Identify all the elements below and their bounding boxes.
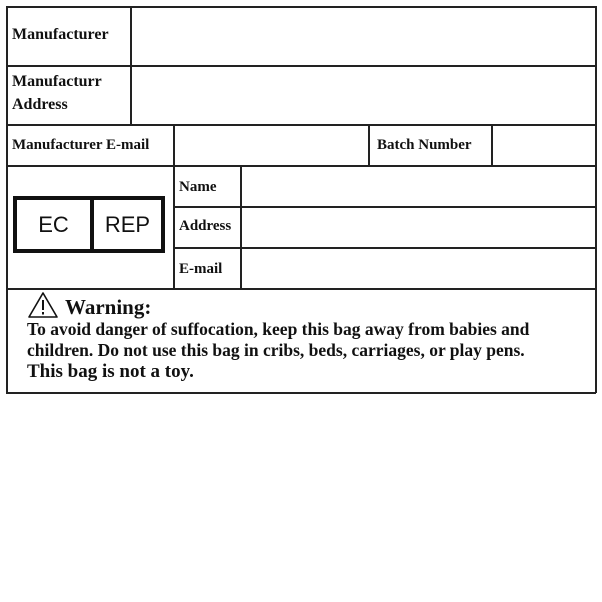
ec-rep-email-field[interactable] [242,249,594,287]
manufacturer-address-field[interactable] [132,67,594,123]
rule-warning [6,288,596,290]
ec-rep-name-field[interactable] [242,167,594,205]
ec-rep-address-field[interactable] [242,208,594,246]
batch-number-label: Batch Number [377,137,472,153]
rule-left [6,6,8,393]
rep-symbol-text: REP [104,211,151,237]
warning-header [27,292,151,322]
batch-number-field[interactable] [493,126,594,164]
manufacturer-email-field[interactable] [175,126,367,164]
warning-footer: This bag is not a toy. [27,361,194,382]
warning-body: To avoid danger of suffocation, keep this bag away from babies and children. Do not use this bag in cribs, beds, carriages, or play pens. [27,319,530,360]
manufacturer-label: Manufacturer [12,26,109,43]
ec-rep-symbol [13,196,165,253]
manufacturer-address-label-line2: Address [12,96,68,113]
ec-rep-email-label: E-mail [179,261,223,277]
manufacturer-field[interactable] [132,8,594,64]
rule-bottom [6,392,596,394]
warning-title: Warning: [65,294,152,319]
manufacturer-email-label: Manufacturer E-mail [12,137,150,153]
ec-rep-name-label: Name [179,179,217,195]
rule-batch-left [368,124,370,166]
ec-rep-address-label: Address [179,218,232,234]
manufacturer-address-label-line1: Manufacturr [12,73,102,90]
rule-right [595,6,597,393]
ec-symbol-text: EC [17,200,94,249]
